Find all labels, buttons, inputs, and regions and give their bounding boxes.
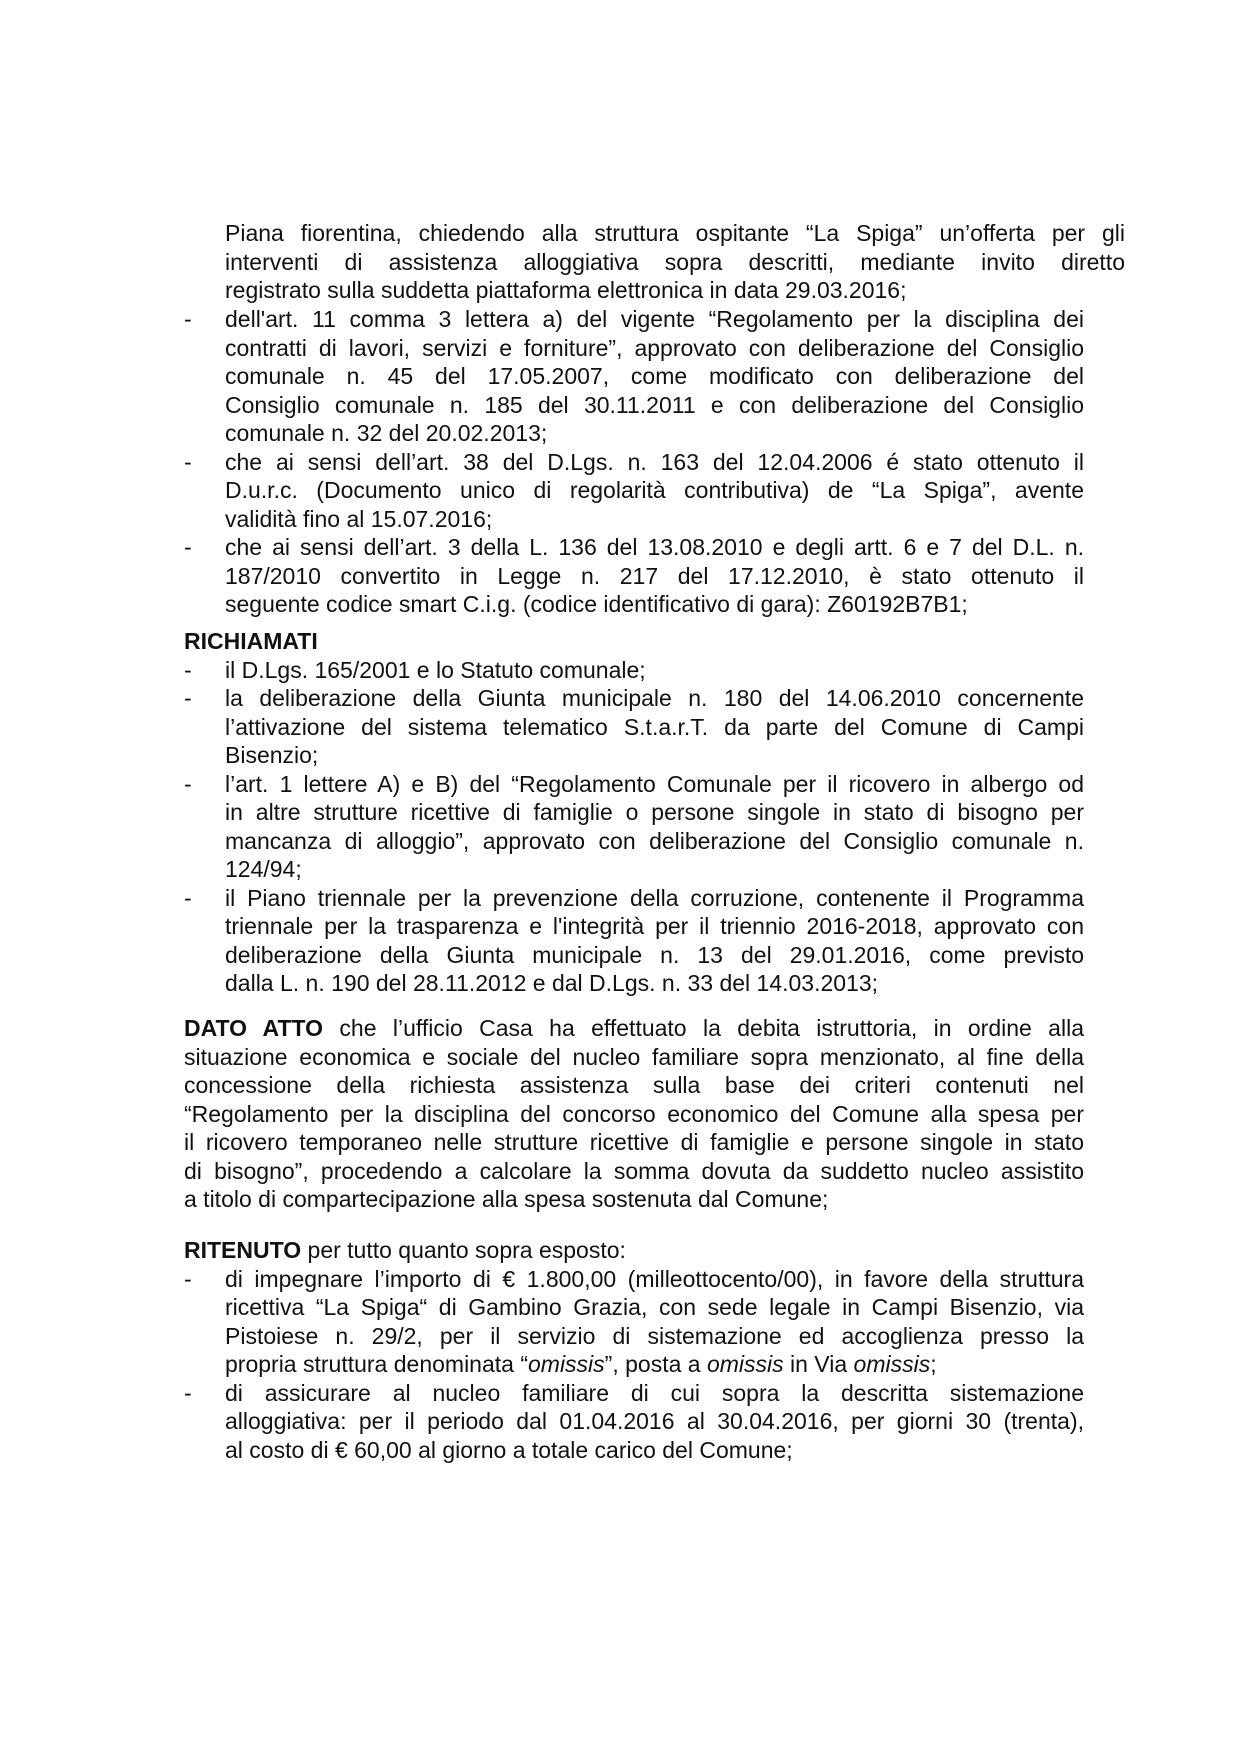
- italic-run: omissis: [853, 1351, 931, 1377]
- text-line: dell'art. 11 comma 3 lettera a) del vigente “Regolamento per la disciplina dei: [225, 306, 1084, 332]
- text-line: interventi di assistenza alloggiativa sopra descritti, mediante invito diretto: [225, 248, 1125, 275]
- text-line: a titolo di compartecipazione alla spesa sostenuta dal Comune;: [184, 1186, 829, 1212]
- section-heading: RICHIAMATI: [184, 628, 318, 654]
- text-line: Bisenzio;: [225, 742, 319, 768]
- dash-bullet: -: [184, 448, 192, 475]
- text-line: dalla L. n. 190 del 28.11.2012 e dal D.Lgs. n. 33 del 14.03.2013;: [225, 970, 879, 996]
- dato-atto-text: che l’ufficio Casa ha effettuato la debita istruttoria, in ordine alla: [323, 1015, 1084, 1041]
- list-item: [184, 305, 1084, 448]
- text-line: [184, 1236, 1084, 1265]
- text-run: in Via: [783, 1351, 854, 1377]
- text-line: il Piano triennale per la prevenzione della corruzione, contenente il Programma: [225, 884, 1084, 911]
- text-line: Consiglio comunale n. 185 del 30.11.2011 e con deliberazione del Consiglio: [225, 391, 1084, 418]
- dash-bullet: -: [184, 770, 192, 797]
- list-item: [184, 770, 1084, 884]
- list-item: [184, 533, 1084, 619]
- text-line: l’attivazione del sistema telematico S.t.a.r.T. da parte del Comune di Campi: [225, 713, 1084, 740]
- dato-atto-paragraph: [184, 1014, 1084, 1214]
- italic-run: omissis: [706, 1351, 784, 1377]
- text-line: D.u.r.c. (Documento unico di regolarità contributiva) de “La Spiga”, avente: [225, 477, 1084, 503]
- text-line: di assicurare al nucleo familiare di cui sopra la descritta sistemazione: [225, 1379, 1084, 1406]
- text-line: seguente codice smart C.i.g. (codice identificativo di gara): Z60192B7B1;: [225, 591, 968, 617]
- list-item: [184, 684, 1084, 770]
- text-line: comunale n. 32 del 20.02.2013;: [225, 420, 548, 446]
- ritenuto-section: [184, 1236, 1084, 1464]
- text-line: che ai sensi dell’art. 3 della L. 136 del 13.08.2010 e degli artt. 6 e 7 del D.L. n.: [225, 534, 1084, 560]
- text-line: 187/2010 convertito in Legge n. 217 del 17.12.2010, è stato ottenuto il: [225, 562, 1084, 589]
- text-line: [225, 1350, 1084, 1379]
- ritenuto-label: RITENUTO: [184, 1237, 302, 1263]
- text-line: che ai sensi dell’art. 38 del D.Lgs. n. 163 del 12.04.2006 é stato ottenuto il: [225, 448, 1084, 475]
- dash-bullet: -: [184, 534, 192, 560]
- dash-bullet: -: [184, 884, 192, 911]
- list-item: [184, 448, 1084, 534]
- text-line: l’art. 1 lettere A) e B) del “Regolamento Comunale per il ricovero in albergo od: [225, 770, 1084, 797]
- list-item: [184, 1265, 1084, 1379]
- dash-bullet: -: [184, 685, 192, 711]
- richiamati-section: [184, 627, 1084, 998]
- ritenuto-text: per tutto quanto sopra esposto:: [301, 1237, 626, 1263]
- text-line: mancanza di alloggio”, approvato con deliberazione del Consiglio comunale n.: [225, 827, 1084, 854]
- text-line: il D.Lgs. 165/2001 e lo Statuto comunale;: [225, 656, 646, 683]
- intro-paragraph: [184, 219, 1125, 305]
- text-line: “Regolamento per la disciplina del concorso economico del Comune alla spesa per: [184, 1100, 1084, 1127]
- dash-bullet: -: [184, 306, 192, 332]
- italic-run: omissis: [528, 1351, 605, 1377]
- dash-bullet: -: [184, 656, 192, 683]
- text-line: situazione economica e sociale del nucleo familiare sopra menzionato, al fine della: [184, 1043, 1084, 1070]
- text-line: di impegnare l’importo di € 1.800,00 (milleottocento/00), in favore della struttura: [225, 1265, 1084, 1292]
- text-line: comunale n. 45 del 17.05.2007, come modificato con deliberazione del: [225, 363, 1084, 389]
- text-line: al costo di € 60,00 al giorno a totale carico del Comune;: [225, 1436, 793, 1463]
- text-line: triennale per la trasparenza e l'integrità per il triennio 2016-2018, approvato con: [225, 913, 1084, 939]
- text-line: Pistoiese n. 29/2, per il servizio di sistemazione ed accoglienza presso la: [225, 1322, 1084, 1349]
- dash-bullet: -: [184, 1379, 192, 1406]
- text-line: registrato sulla suddetta piattaforma elettronica in data 29.03.2016;: [225, 277, 907, 303]
- text-line: di bisogno”, procedendo a calcolare la somma dovuta da suddetto nucleo assistito: [184, 1157, 1084, 1184]
- text-line: concessione della richiesta assistenza sulla base dei criteri contenuti nel: [184, 1072, 1084, 1098]
- text-line: alloggiativa: per il periodo dal 01.04.2016 al 30.04.2016, per giorni 30 (trenta),: [225, 1408, 1084, 1434]
- dato-atto-label: DATO ATTO: [184, 1015, 324, 1041]
- list-item: [184, 1379, 1084, 1465]
- text-line: ricettiva “La Spiga“ di Gambino Grazia, con sede legale in Campi Bisenzio, via: [225, 1294, 1084, 1320]
- text-run: ”, posta a: [604, 1351, 707, 1377]
- text-line: deliberazione della Giunta municipale n. 13 del 29.01.2016, come previsto: [225, 941, 1084, 968]
- text-line: [184, 1014, 1084, 1043]
- text-line: la deliberazione della Giunta municipale n. 180 del 14.06.2010 concernente: [225, 685, 1084, 711]
- text-line: contratti di lavori, servizi e forniture”, approvato con deliberazione del Consiglio: [225, 334, 1084, 361]
- text-line: il ricovero temporaneo nelle strutture ricettive di famiglie e persone singole in stato: [184, 1129, 1084, 1155]
- text-run: propria struttura denominata “: [225, 1351, 528, 1377]
- dash-bullet: -: [184, 1265, 192, 1292]
- text-line: validità fino al 15.07.2016;: [225, 505, 493, 532]
- list-item: [184, 656, 1084, 685]
- text-line: 124/94;: [225, 856, 302, 882]
- list-item: [184, 884, 1084, 998]
- text-line: Piana fiorentina, chiedendo alla struttura ospitante “La Spiga” un’offerta per gli: [225, 220, 1125, 246]
- intro-list: [184, 305, 1084, 619]
- text-line: in altre strutture ricettive di famiglie o persone singole in stato di bisogno per: [225, 799, 1084, 825]
- text-run: ;: [930, 1351, 937, 1377]
